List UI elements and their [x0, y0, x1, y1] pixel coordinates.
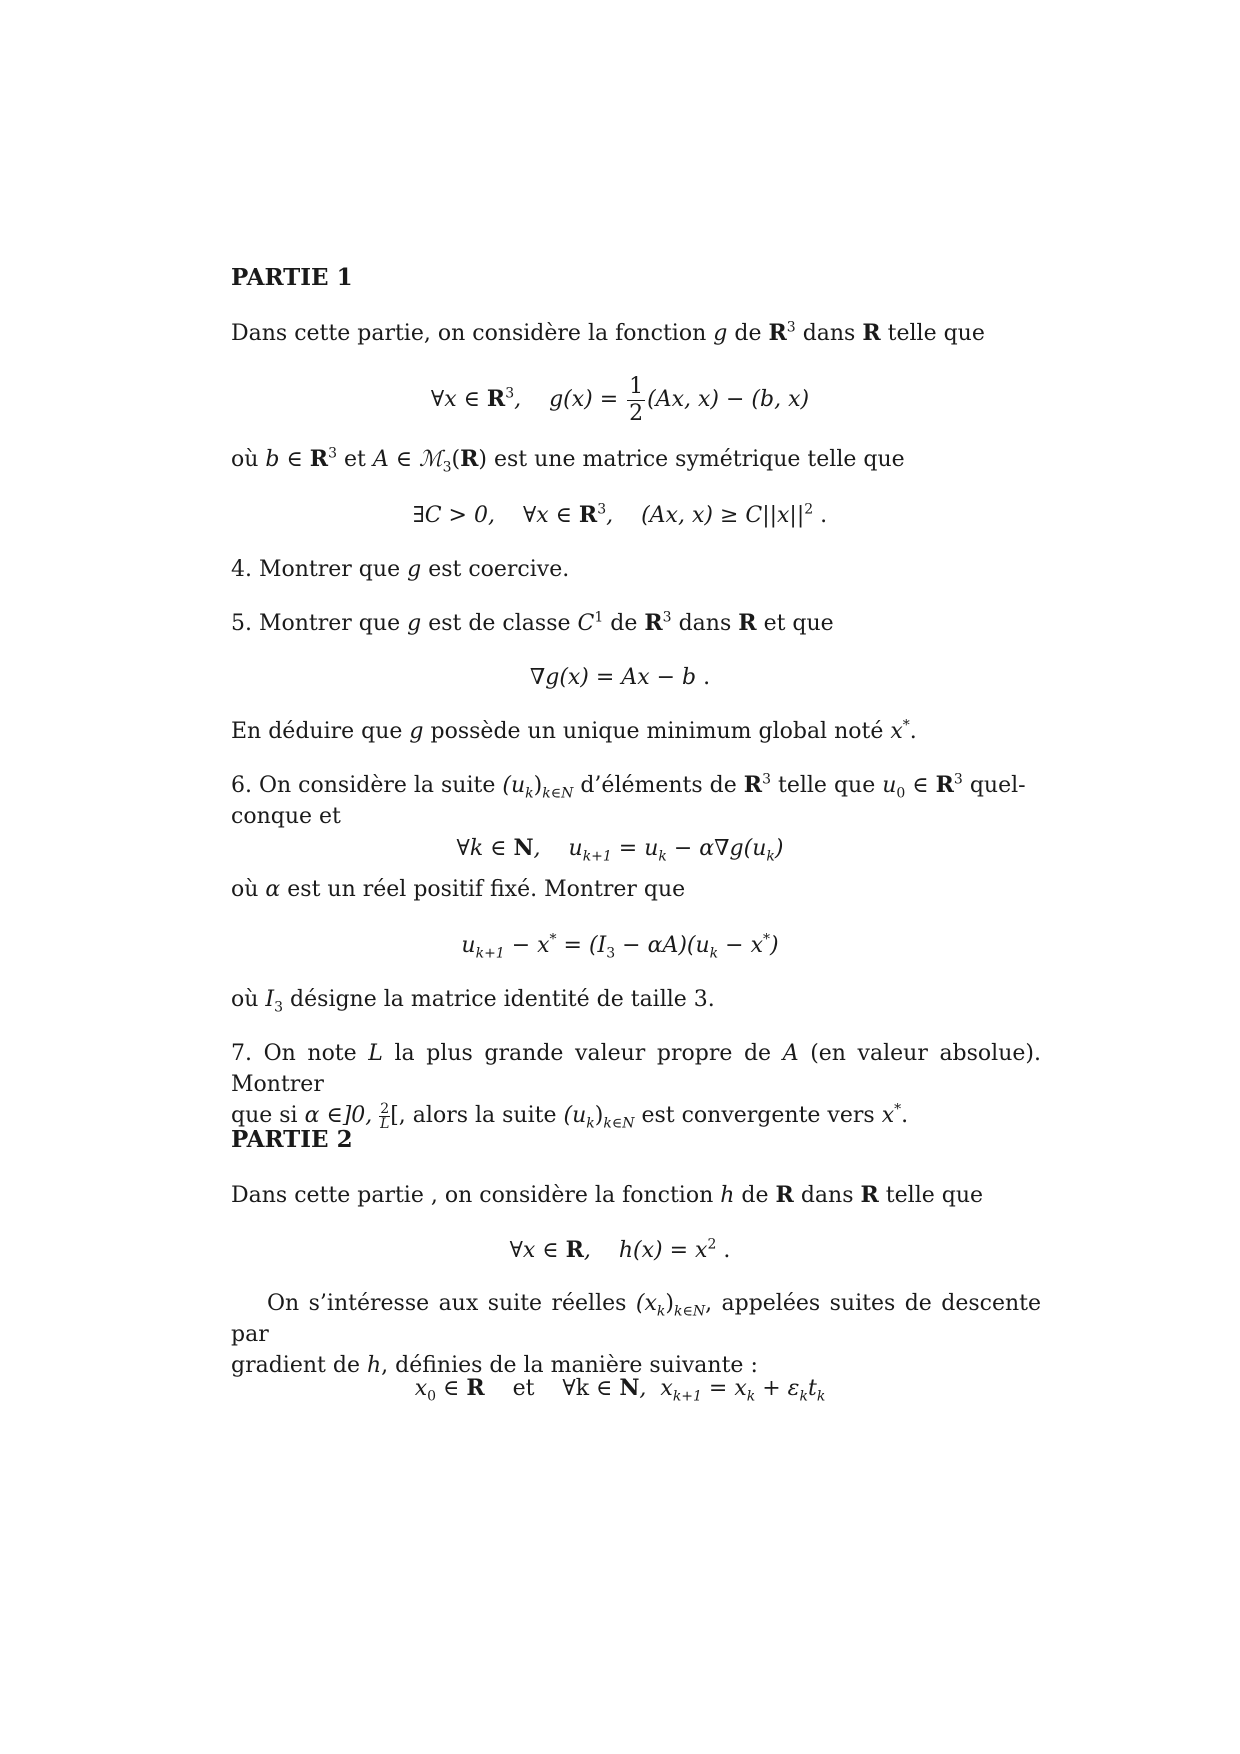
question-5	[231, 608, 1041, 639]
math-var: g	[713, 321, 728, 346]
math-sub: k	[658, 848, 667, 865]
text: Dans cette partie, on considère la fonction	[231, 321, 707, 346]
math-exp: 2	[804, 501, 814, 518]
equation-g-definition	[0, 372, 1240, 427]
math: .	[813, 503, 828, 528]
alpha-line	[231, 874, 1041, 905]
math: )	[769, 933, 779, 958]
math: (x	[635, 1291, 657, 1316]
math: − α∇g(u	[666, 836, 767, 861]
text: 7. On note	[231, 1041, 357, 1066]
text: dans	[802, 321, 856, 346]
math-var: I	[265, 987, 275, 1012]
math: et ∀k ∈	[484, 1376, 620, 1401]
text: quel-	[969, 773, 1026, 798]
math-var: g	[407, 611, 422, 636]
math: ∈	[905, 773, 936, 798]
text: et que	[763, 611, 834, 636]
text: d’éléments de	[580, 773, 737, 798]
heading-text: PARTIE 2	[231, 1126, 353, 1153]
text: est un réel positif fixé. Montrer que	[287, 877, 686, 902]
descent-paragraph	[231, 1288, 1041, 1381]
text: de	[741, 1183, 769, 1208]
math-sub: k+1	[672, 1388, 702, 1405]
math: (	[451, 447, 461, 472]
text: la plus grande valeur propre de	[394, 1041, 772, 1066]
partie1-intro	[231, 318, 1041, 349]
math: , u	[533, 836, 583, 861]
math: + ε	[755, 1376, 800, 1401]
math-set: N	[513, 835, 534, 861]
math-set: N	[619, 1375, 640, 1401]
math: ∀x ∈	[430, 387, 487, 412]
math: )	[533, 773, 543, 798]
math: ∇g(x) = Ax − b	[529, 665, 697, 690]
question-6	[231, 770, 1041, 832]
fraction-numerator: 2	[380, 1100, 390, 1117]
text: 4. Montrer que	[231, 557, 401, 582]
question-4	[231, 554, 1041, 585]
math: ∃C > 0, ∀x ∈	[412, 503, 579, 528]
question-7	[231, 1038, 1041, 1131]
math-set: R	[486, 386, 506, 412]
math-exp: 3	[786, 319, 796, 336]
section-heading-partie-2	[231, 1124, 1041, 1155]
text: que si	[231, 1103, 298, 1128]
text: possède un unique minimum global noté	[430, 719, 884, 744]
text: (en valeur absolue). Montrer	[231, 1041, 1041, 1097]
text: telle que	[887, 321, 985, 346]
math-var: C	[577, 611, 595, 636]
equation-h-definition	[0, 1234, 1240, 1267]
math: )	[594, 1103, 604, 1128]
math-sub: k	[656, 1303, 666, 1320]
text: telle que	[778, 773, 876, 798]
math-var: α	[265, 877, 281, 902]
math-set: R	[743, 772, 763, 798]
math-exp: *	[902, 717, 910, 734]
math-set: R	[860, 1182, 879, 1208]
text: .	[901, 1103, 909, 1128]
text: de	[610, 611, 638, 636]
equation-gradient	[0, 662, 1240, 694]
math-exp: 1	[594, 609, 604, 626]
math-sub: k	[586, 1115, 595, 1132]
math: u	[882, 773, 897, 798]
math-sub: 0	[896, 785, 906, 802]
text: où	[231, 877, 259, 902]
fraction-denominator: 2	[629, 400, 644, 426]
math: − x	[504, 933, 550, 958]
math-set: R	[466, 1375, 485, 1401]
text: .	[909, 719, 917, 744]
math-var: x	[890, 719, 903, 744]
text: conque et	[231, 804, 341, 829]
math: )	[665, 1291, 674, 1316]
math: (u	[502, 773, 526, 798]
text: dans	[800, 1183, 854, 1208]
text: où	[231, 987, 259, 1012]
math-sub: k	[816, 1388, 826, 1405]
math-var: g	[409, 719, 424, 744]
math-sub: k	[746, 1388, 756, 1405]
math-set: R	[935, 772, 954, 798]
text: désigne la matrice identité de taille 3.	[290, 987, 715, 1012]
math-sub: k	[766, 848, 775, 865]
math-exp: 3	[505, 385, 515, 402]
math-sub: k∈N	[542, 785, 574, 802]
text: 6. On considère la suite	[231, 773, 496, 798]
identity-line	[231, 984, 1041, 1015]
text: où	[231, 447, 259, 472]
math: )	[478, 447, 487, 472]
text: et	[344, 447, 366, 472]
math: A ∈ ℳ	[372, 447, 443, 472]
text: Dans cette partie , on considère la fonction	[231, 1183, 714, 1208]
math-set: R	[460, 446, 479, 472]
partie2-intro	[231, 1180, 1041, 1211]
math-sub: k+1	[582, 848, 612, 865]
math: α ∈]0,	[304, 1103, 380, 1128]
equation-descent-sequence	[0, 1372, 1240, 1405]
math: b ∈	[265, 447, 310, 472]
math-set: R	[775, 1182, 794, 1208]
math-set: R	[644, 610, 663, 636]
math: .	[716, 1238, 731, 1263]
math-sub: 0	[427, 1388, 437, 1405]
math: (u	[563, 1103, 587, 1128]
fraction	[627, 374, 645, 427]
section-heading-partie-1	[231, 262, 1041, 293]
math: ∀x ∈	[509, 1238, 566, 1263]
math-var: L	[368, 1041, 383, 1066]
text: gradient de	[231, 1353, 360, 1378]
text: alors la suite	[412, 1103, 557, 1128]
text: est une matrice symétrique telle que	[493, 447, 905, 472]
math: , (Ax, x) ≥ C||x||	[606, 503, 805, 528]
equation-error-recurrence	[0, 930, 1240, 962]
math-set: R	[309, 446, 329, 472]
math-exp: *	[894, 1101, 902, 1118]
math: x	[414, 1376, 428, 1401]
fraction-numerator: 1	[629, 373, 644, 399]
math-var: h	[366, 1353, 382, 1378]
math-sub: k+1	[475, 945, 505, 962]
text: , appelées suites de descente par	[231, 1291, 1041, 1347]
text: On s’intéresse aux suite réelles	[267, 1291, 627, 1316]
fraction-denominator: L	[380, 1115, 390, 1132]
math-sub: 3	[274, 999, 284, 1016]
math: ∈	[436, 1376, 467, 1401]
text: telle que	[885, 1183, 984, 1208]
math: , g(x) =	[514, 387, 626, 412]
deduce-line	[231, 716, 1041, 747]
math-set: R	[578, 502, 598, 528]
text: est coercive.	[428, 557, 570, 582]
math-sub: k	[709, 945, 719, 962]
math-var: x	[881, 1103, 895, 1128]
math: − αA)(u	[615, 933, 710, 958]
math: , x	[639, 1376, 673, 1401]
math-exp: 3	[597, 501, 607, 518]
math: u	[461, 933, 476, 958]
math-set: R	[768, 320, 787, 346]
math: ∀k ∈	[456, 836, 514, 861]
heading-text: PARTIE 1	[231, 264, 353, 291]
math: = (I	[556, 933, 607, 958]
math-var: A	[782, 1041, 799, 1066]
math-set: R	[565, 1237, 584, 1263]
math-set: R	[738, 610, 757, 636]
text: En déduire que	[231, 719, 403, 744]
equation-recurrence	[0, 832, 1240, 865]
math-var: g	[407, 557, 422, 582]
math: = x	[701, 1376, 747, 1401]
math: (Ax, x) − (b, x)	[647, 387, 810, 412]
text: 5. Montrer que	[231, 611, 401, 636]
math-exp: 3	[762, 771, 771, 788]
text: dans	[678, 611, 732, 636]
math-set: R	[862, 320, 881, 346]
math-exp: 2	[707, 1236, 717, 1253]
math-exp: *	[762, 931, 770, 948]
math-sub: k∈N	[673, 1303, 706, 1320]
math-exp: *	[549, 931, 557, 948]
math-exp: 3	[953, 771, 963, 788]
math-var: h	[720, 1183, 735, 1208]
math: .	[696, 665, 711, 690]
text: est convergente vers	[641, 1103, 875, 1128]
math-exp: 3	[662, 609, 672, 626]
math: , h(x) = x	[583, 1238, 708, 1263]
math-sub: 3	[442, 459, 452, 476]
text: de	[734, 321, 762, 346]
math: − x	[718, 933, 763, 958]
math: = u	[611, 836, 659, 861]
math: t	[807, 1376, 817, 1401]
math-sub: 3	[606, 945, 616, 962]
math-sub: k	[799, 1388, 808, 1405]
math-exp: 3	[328, 445, 337, 462]
text: est de classe	[428, 611, 571, 636]
math: [,	[390, 1103, 406, 1128]
matrix-condition-line	[231, 444, 1041, 475]
text: , définies de la manière suivante :	[381, 1353, 758, 1378]
equation-coercivity	[0, 498, 1240, 533]
math: )	[774, 836, 784, 861]
math-sub: k	[525, 785, 534, 802]
math-sub: k∈N	[603, 1115, 635, 1132]
